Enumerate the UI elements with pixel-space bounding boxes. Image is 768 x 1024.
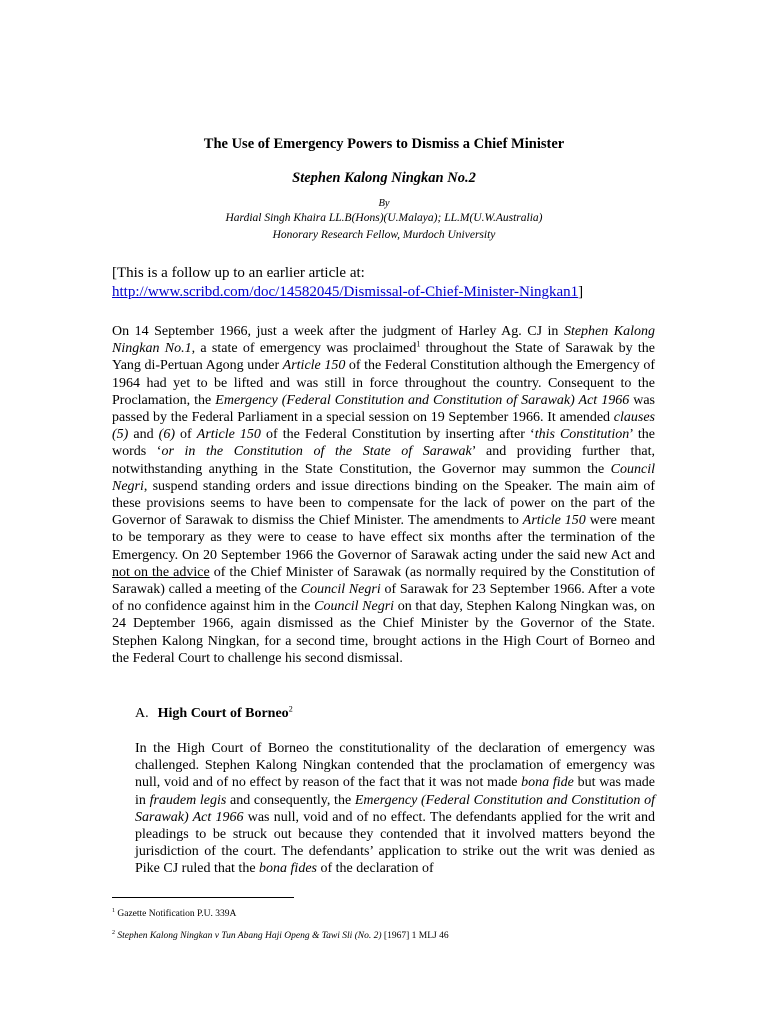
section-marker: A. (135, 706, 149, 721)
para-text: of the declaration of (317, 861, 434, 877)
author-line: Hardial Singh Khaira LL.B(Hons)(U.Malaya); LL.M(U.W.Australia) (225, 212, 543, 224)
note-text: [This is a follow up to an earlier article at: (112, 265, 365, 281)
emphasis: Council Negri (112, 461, 655, 494)
footnote-number: 2 (112, 929, 115, 936)
footnote-case-name: Stephen Kalong Ningkan v Tun Abang Haji Openg & Tawi Sli (No. 2) (117, 931, 382, 941)
emphasis: Article 150 (196, 427, 261, 443)
footnote-1 (112, 908, 672, 920)
note-close: ] (578, 284, 584, 300)
para-text: was passed by the Federal Parliament in a special session on 19 September 1966. It amended (112, 392, 655, 426)
para-text: was null, void and of no effect. The defendants applied for the writ and pleadings to be struck out because they contended that it involved matters beyond the jurisdiction of the court. The defendants’ application to strike out the writ was denied as Pike CJ ruled that the (135, 809, 655, 877)
body-paragraph-2 (135, 740, 655, 878)
emphasis: Article 150 (282, 358, 346, 374)
footnote-divider (112, 897, 294, 898)
body-paragraph-1 (112, 323, 655, 667)
emphasis: Emergency (Federal Constitution and Constitution of Sarawak) Act 1966 (215, 392, 630, 408)
footnote-ref-2[interactable]: 2 (288, 704, 293, 714)
para-text: ’ the words ‘ (112, 427, 656, 460)
para-text: but was made in (135, 775, 656, 808)
affiliation-line: Honorary Research Fellow, Murdoch University (272, 229, 496, 241)
para-text: , a state of emergency was proclaimed (191, 341, 417, 357)
para-text: In the High Court of Borneo the constitutionality of the declaration of emergency was challenged. Stephen Kalong Ningkan contended that the proclamation of emergency was null, void and of no effect by reason of the fact that it was not made (135, 741, 655, 791)
emphasis: clauses (5) (112, 410, 655, 443)
para-text: of the Federal Constitution by inserting after ‘ (260, 427, 535, 443)
footnote-text: Gazette Notification P.U. 339A (117, 909, 237, 919)
section-title: High Court of Borneo (157, 706, 289, 721)
para-text: ’ and providing further that, notwithstanding anything in the State Constitution, the Governor may summon the (112, 444, 655, 477)
footnote-citation: [1967] 1 MLJ 46 (381, 931, 449, 941)
by-line: By (378, 198, 390, 209)
follow-up-note (112, 264, 672, 302)
para-text: throughout the State of Sarawak by the Yang di-Pertuan Agong under (112, 341, 655, 374)
emphasis: bona fides (259, 861, 317, 877)
para-text: were meant to be temporary as they were to cease to have effect six months after the termination of the Emergency. On 20 September 1966 the Governor of Sarawak acting under the said new Act and (112, 513, 655, 563)
para-text: and (128, 427, 159, 443)
emphasis: Article 150 (522, 513, 586, 529)
para-text: and consequently, the (226, 792, 355, 808)
footnote-2 (112, 930, 672, 942)
footnote-ref-1[interactable]: 1 (416, 339, 421, 349)
emphasis: Council Negri (300, 582, 381, 598)
para-text: On 14 September 1966, just a week after the judgment of Harley Ag. CJ in (112, 324, 564, 339)
para-text: of the Chief Minister of Sarawak (as normally required by the Constitution of Sarawak) called a meeting of the (112, 564, 655, 598)
para-text: of Sarawak for 23 September 1966. After a vote of no confidence against him in the (112, 582, 656, 615)
emphasis: Emergency (Federal Constitution and Constitution of Sarawak) Act 1966 (135, 792, 656, 825)
earlier-article-link[interactable]: http://www.scribd.com/doc/14582045/Dismissal-of-Chief-Minister-Ningkan1 (112, 284, 579, 300)
emphasis: this Constitution (534, 427, 630, 443)
emphasis: Council Negri (314, 599, 395, 615)
footnote-number: 1 (112, 907, 115, 914)
emphasis: or in the Constitution of the State of Sarawak (161, 444, 472, 460)
page-subtitle: Stephen Kalong Ningkan No.2 (292, 170, 476, 186)
emphasis: bona fide (521, 775, 574, 791)
para-text: of the Federal Constitution although the Emergency of 1964 had yet to be lifted and was still in force throughout the country. Consequent to the Proclamation, the (112, 358, 655, 408)
para-text: of (175, 427, 197, 443)
para-text: , suspend standing orders and issue directions binding on the Speaker. The main aim of these provisions seems to have been to compensate for the lack of power on the part of the Governor of Sarawak to dismiss the Chief Minister. The amendments to (112, 478, 655, 529)
para-text: on that day, Stephen Kalong Ningkan was, on 24 Deptember 1966, again dismissed as the Chief Minister by the Governor of the State. Stephen Kalong Ningkan, for a second time, brought actions in the High Court of Borneo and the Federal Court to challenge his second dismissal. (112, 599, 655, 666)
emphasis: (6) (158, 427, 175, 443)
page-title: The Use of Emergency Powers to Dismiss a Chief Minister (203, 136, 565, 152)
case-name: Stephen Kalong Ningkan No.1 (112, 324, 656, 357)
section-heading-a (135, 705, 293, 722)
emphasis: fraudem legis (149, 792, 227, 808)
underlined-text: not on the advice (112, 564, 210, 580)
